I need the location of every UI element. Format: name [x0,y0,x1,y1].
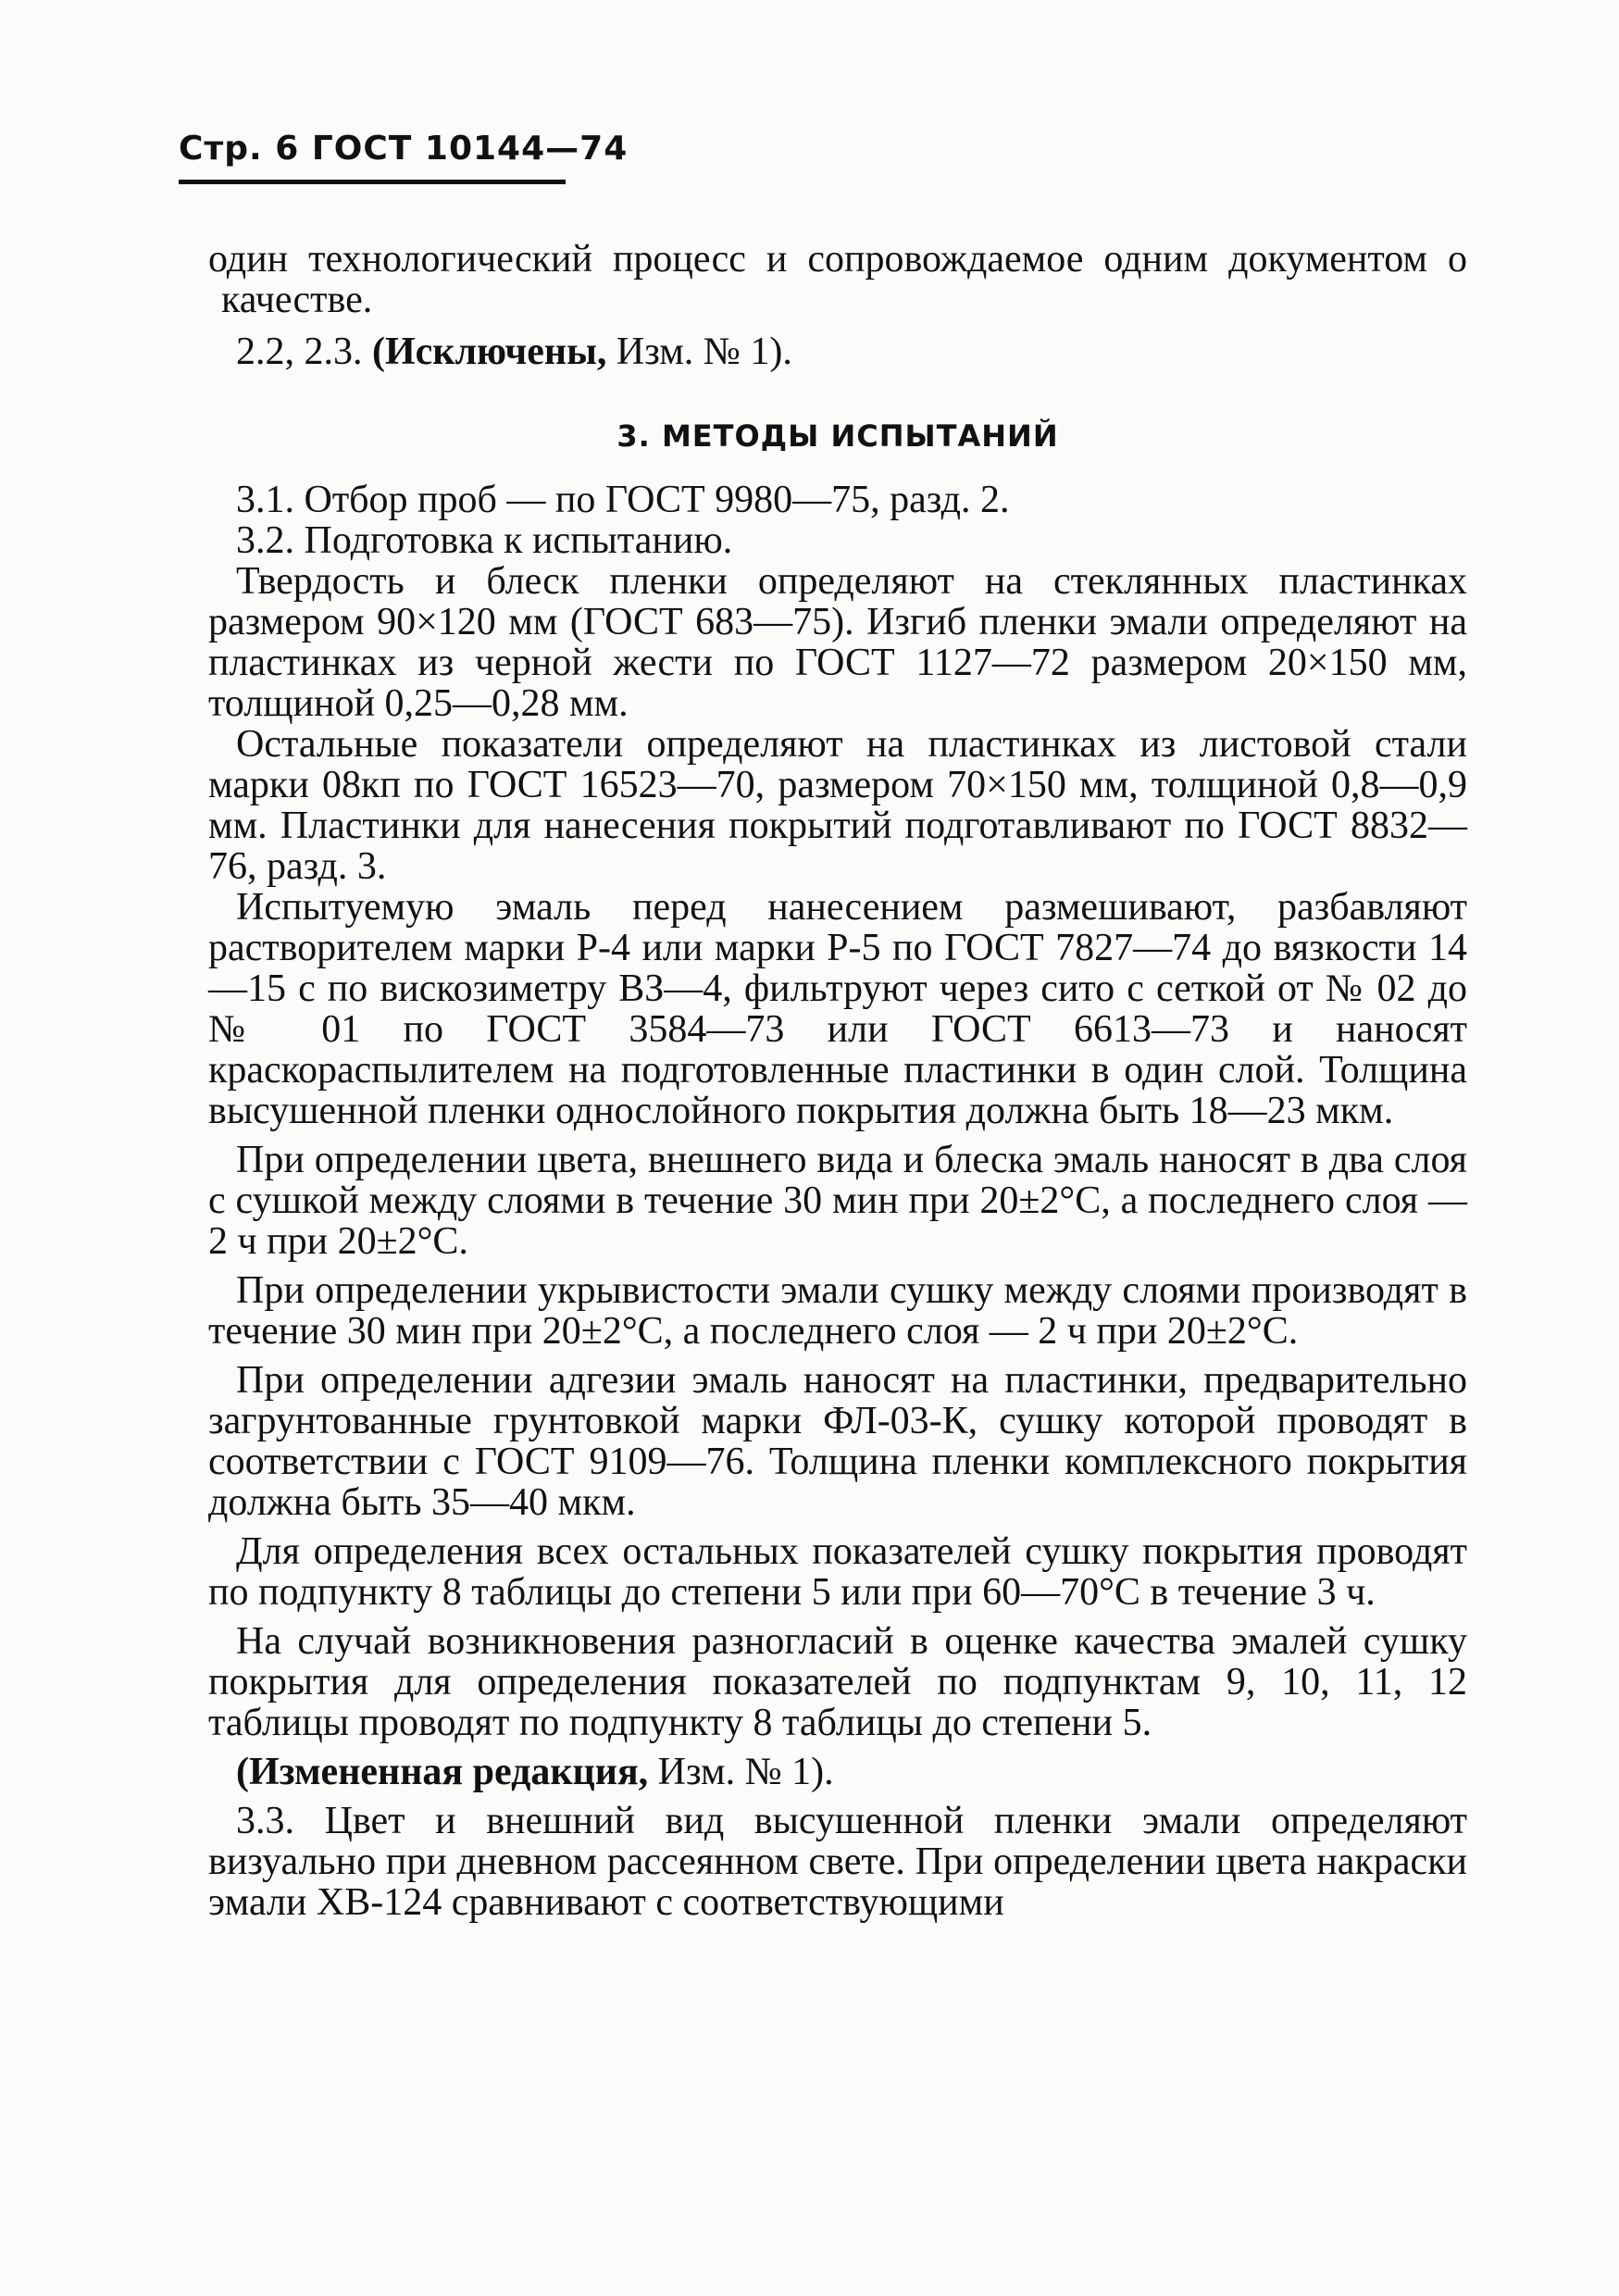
paragraph-other: Остальные показатели определяют на пластинках из листовой стали марки 08кп по ГОСТ 16523—70, размером 70×150 мм, толщиной 0,8—0,9 мм. Пластинки для нанесения покрытий подготавливают по ГОСТ 8832—76, разд. 3. [208,723,1467,888]
paragraph-2-2-bold: (Исключены, [372,331,607,373]
paragraph-2-2 [208,331,1467,372]
paragraph-changed-rest: Изм. № 1). [657,1751,834,1793]
paragraph-intro: один технологический процесс и сопровождаемое одним документом о качестве. [208,238,1467,321]
paragraph-adhesion: При определении адгезии эмаль наносят на пластинки, предварительно загрунтованные грунтовкой марки ФЛ-03-К, сушку которой проводят в соответствии с ГОСТ 9109—76. Толщина пленки комплексного покрытия должна быть 35—40 мкм. [208,1359,1467,1524]
paragraph-changed-bold: (Измененная редакция, [236,1751,649,1793]
paragraph-dispute: На случай возникновения разногласий в оценке качества эмалей сушку покрытия для определения показателей по подпунктам 9, 10, 11, 12 таблицы проводят по подпункту 8 таблицы до степени 5. [208,1620,1467,1744]
paragraph-2-2-rest: Изм. № 1). [616,331,792,373]
text-block-main [208,480,1467,1923]
section-heading: 3. МЕТОДЫ ИСПЫТАНИЙ [616,418,1059,454]
paragraph-color: При определении цвета, внешнего вида и блеска эмаль наносят в два слоя с сушкой между слоями в течение 30 мин при 20±2°С, а последнего слоя — 2 ч при 20±2°С. [208,1139,1467,1263]
page-header: Стр. 6 ГОСТ 10144—74 [179,130,629,168]
paragraph-all: Для определения всех остальных показателей сушку покрытия проводят по подпункту 8 таблицы до степени 5 или при 60—70°С в течение 3 ч. [208,1530,1467,1614]
paragraph-enamel: Испытуемую эмаль перед нанесением размешивают, разбавляют растворителем марки Р-4 или марки Р-5 по ГОСТ 7827—74 до вязкости 14—15 с по вискозиметру ВЗ—4, фильтруют через сито с сеткой от № 02 до № 01 по ГОСТ 3584—73 или ГОСТ 6613—73 и наносят краскораспылителем на подготовленные пластинки в один слой. Толщина высушенной пленки однослойного покрытия должна быть 18—23 мкм. [208,886,1467,1132]
paragraph-3-2: 3.2. Подготовка к испытанию. [236,519,733,562]
header-rule [179,180,566,184]
paragraph-2-2-ref: 2.2, 2.3. [236,331,363,373]
paragraph-hardness: Твердость и блеск пленки определяют на стеклянных пластинках размером 90×120 мм (ГОСТ 683—75). Изгиб пленки эмали определяют на пластинках из черной жести по ГОСТ 1127—72 размером 20×150 мм, толщиной 0,25—0,28 мм. [208,560,1467,725]
paragraph-3-1: 3.1. Отбор проб — по ГОСТ 9980—75, разд. 2. [236,479,1010,521]
paragraph-cover: При определении укрывистости эмали сушку между слоями производят в течение 30 мин при 20±2°С, а последнего слоя — 2 ч при 20±2°С. [208,1269,1467,1353]
paragraph-3-3: 3.3. Цвет и внешний вид высушенной пленки эмали определяют визуально при дневном рассеянном свете. При определении цвета накраски эмали ХВ-124 сравнивают с соответствующими [208,1800,1467,1924]
text-block-top [208,239,1467,372]
paragraph-changed [208,1752,1467,1792]
